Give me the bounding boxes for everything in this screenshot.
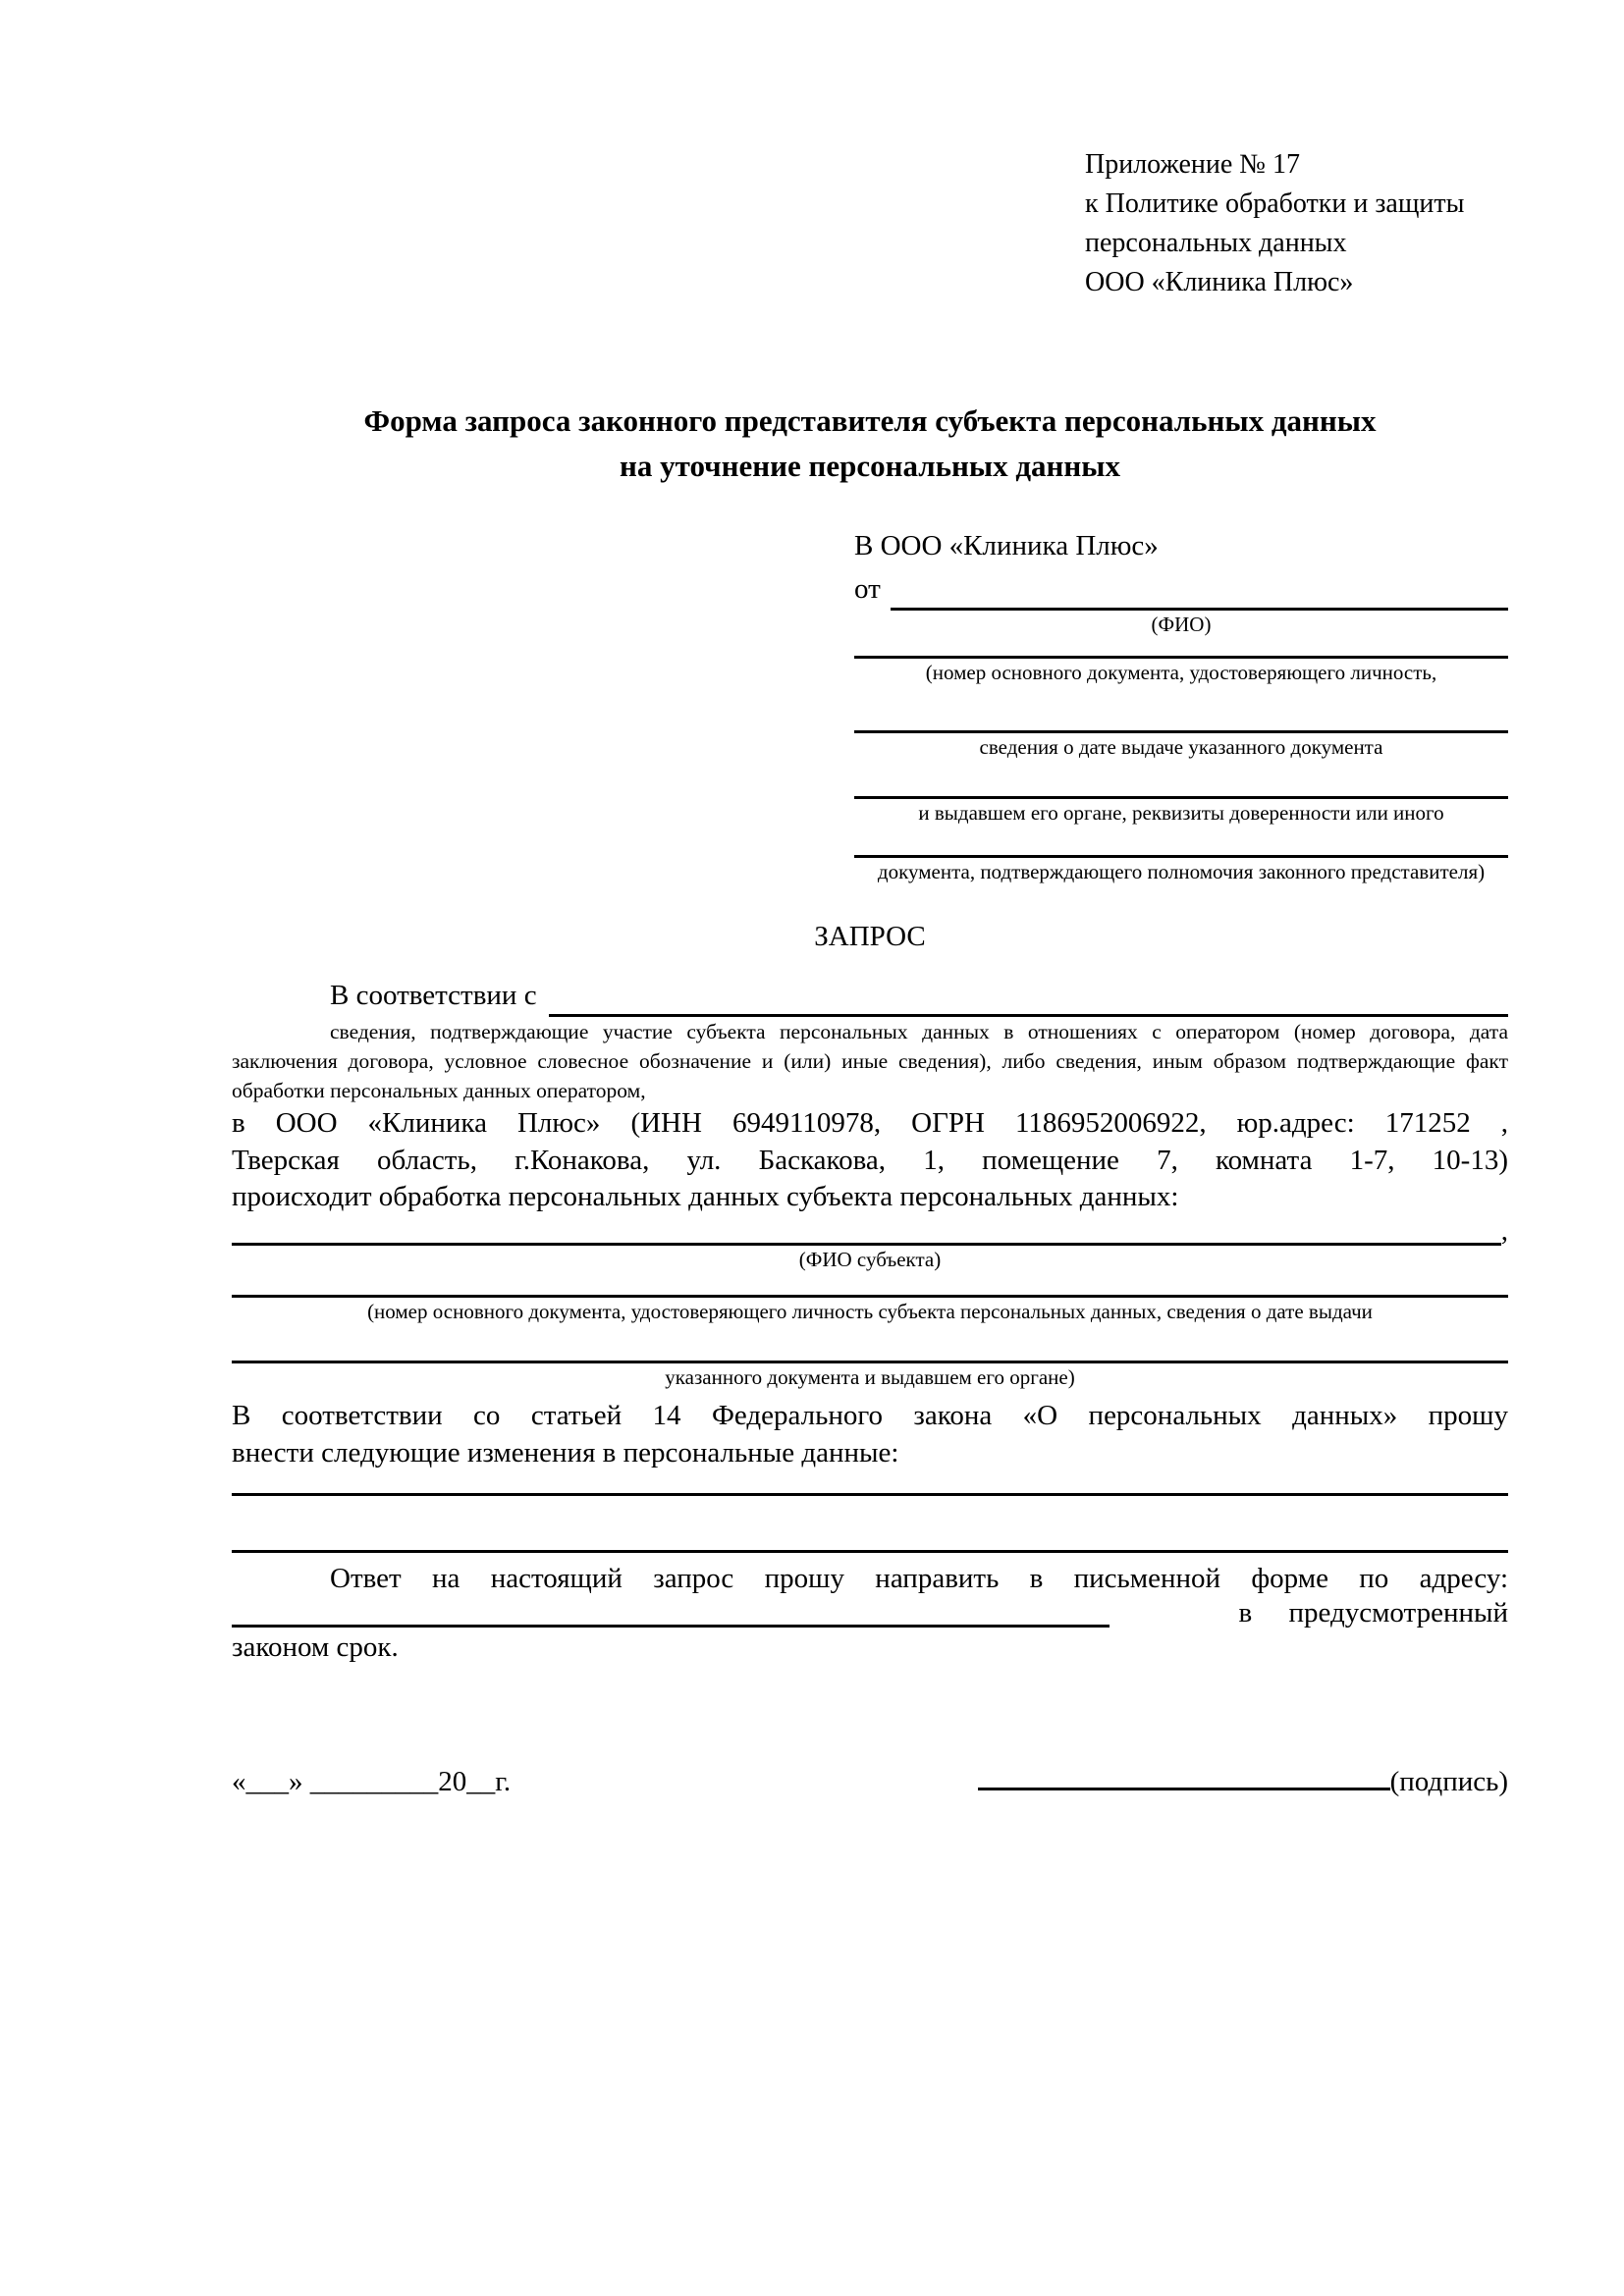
fill-line-changes-1 xyxy=(232,1471,1508,1496)
footnote-text xyxy=(232,1017,1508,1105)
fill-line-changes-2 xyxy=(232,1496,1508,1553)
signature-caption: (подпись) xyxy=(1389,1765,1508,1797)
fill-line-document-number xyxy=(854,638,1508,659)
fill-line-issuing-authority xyxy=(854,761,1508,799)
from-label: от xyxy=(854,573,881,605)
document-title xyxy=(232,399,1508,489)
answer-right-text: в предусмотренный xyxy=(1238,1596,1508,1629)
fill-line-subject-document xyxy=(232,1273,1508,1298)
trailing-comma: , xyxy=(1500,1214,1508,1247)
operator-paragraph xyxy=(232,1105,1508,1216)
fio-caption: (ФИО) xyxy=(1151,613,1212,636)
answer-paragraph xyxy=(232,1559,1508,1598)
appendix-line: персональных данных xyxy=(1085,228,1347,258)
appendix-line: Приложение № 17 xyxy=(1085,149,1300,180)
operator-line: Тверская область, г.Конакова, ул. Баскакова, 1, помещение 7, комната 1-7, 10-13) xyxy=(232,1144,1508,1176)
operator-line: в ООО «Клиника Плюс» (ИНН 6949110978, ОГРН 1186952006922, юр.адрес: 171252 , xyxy=(232,1107,1508,1139)
power-of-attorney-caption: документа, подтверждающего полномочия законного представителя) xyxy=(877,860,1486,883)
request-intro-row xyxy=(232,974,1508,1017)
issue-date-caption: сведения о дате выдаче указанного документа xyxy=(979,735,1383,759)
subject-document-caption: (номер основного документа, удостоверяющего личность субъекта персональных данных, сведения о дате выдачи xyxy=(367,1299,1373,1323)
title-line-1: Форма запроса законного представителя субъекта персональных данных xyxy=(363,403,1377,438)
fill-line-address xyxy=(232,1597,1110,1628)
title-line-2: на уточнение персональных данных xyxy=(620,449,1120,483)
operator-line: происходит обработка персональных данных субъекта персональных данных: xyxy=(232,1181,1179,1212)
footnote-line: сведения, подтверждающие участие субъекта персональных данных в отношениях с оператором (номер договора, дата xyxy=(330,1020,1508,1043)
appendix-line: к Политике обработки и защиты xyxy=(1085,188,1465,219)
law-paragraph xyxy=(232,1397,1508,1471)
law-line: внести следующие изменения в персональные данные: xyxy=(232,1436,899,1468)
subject-fio-row xyxy=(232,1216,1508,1246)
fill-line-subject-document-2 xyxy=(232,1325,1508,1363)
fill-line-subject-fio xyxy=(232,1216,1501,1246)
footnote-line: обработки персональных данных оператором, xyxy=(232,1079,646,1102)
date-line: «___» _________20__г. xyxy=(232,1765,512,1797)
fill-line-signature xyxy=(978,1788,1390,1790)
answer-tail: законом срок. xyxy=(232,1630,399,1663)
document-number-caption: (номер основного документа, удостоверяющего личность, xyxy=(925,661,1437,684)
appendix-line: ООО «Клиника Плюс» xyxy=(1085,267,1354,297)
request-heading: ЗАПРОС xyxy=(814,921,926,952)
addressee-block xyxy=(854,524,1508,885)
footer-row xyxy=(232,1760,1508,1803)
answer-line: Ответ на настоящий запрос прошу направить в письменной форме по адресу: xyxy=(330,1562,1508,1594)
answer-address-row xyxy=(232,1598,1508,1628)
fill-line-fio xyxy=(891,567,1508,611)
issuing-authority-caption: и выдавшем его органе, реквизиты доверенности или иного xyxy=(918,801,1444,825)
fill-line-power-of-attorney xyxy=(854,827,1508,858)
law-line: В соответствии со статьей 14 Федерального закона «О персональных данных» прошу xyxy=(232,1399,1508,1431)
addressee-from-row xyxy=(854,567,1508,611)
signature-group xyxy=(978,1760,1508,1803)
fill-line-basis xyxy=(549,974,1508,1017)
appendix-header xyxy=(1085,145,1508,302)
fill-line-issue-date xyxy=(854,686,1508,733)
subject-document-caption-2: указанного документа и выдавшем его органе) xyxy=(665,1364,1075,1389)
addressee-to: В ООО «Клиника Плюс» xyxy=(854,530,1159,561)
intro-label: В соответствии с xyxy=(330,980,537,1011)
subject-fio-caption: (ФИО субъекта) xyxy=(798,1247,942,1271)
footnote-line: заключения договора, условное словесное обозначение и (или) иные сведения), либо сведения, иным образом подтверждающие факт xyxy=(232,1049,1508,1073)
